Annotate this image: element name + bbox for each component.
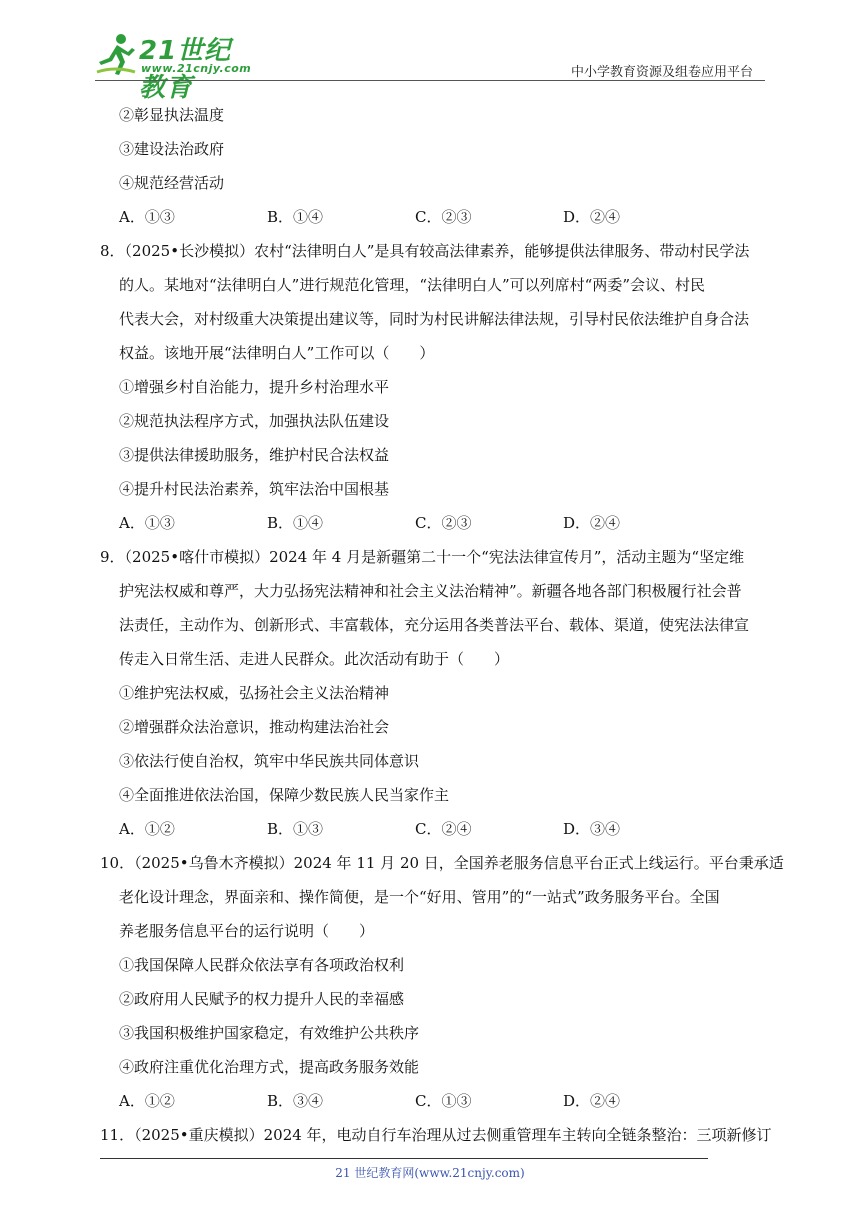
q8-answers xyxy=(100,506,770,540)
q9-stem: 9．（2025•喀什市模拟）2024 年 4 月是新疆第二十一个“宪法法律宣传月”，活动主题为“坚定维 xyxy=(100,548,745,566)
q10-answers xyxy=(100,1084,770,1118)
q9-option: ④全面推进依法治国，保障少数民族人民当家作主 xyxy=(119,786,450,804)
q9-option: ②增强群众法治意识，推动构建法治社会 xyxy=(119,718,390,736)
q10-stem: 10．（2025•乌鲁木齐模拟）2024 年 11 月 20 日，全国养老服务信息平台正式上线运行。平台秉承适 xyxy=(100,854,784,872)
answer-choice-b[interactable]: B．①④ xyxy=(267,514,324,532)
answer-choice-c[interactable]: C．①③ xyxy=(415,1092,472,1110)
answer-choice-c[interactable]: C．②③ xyxy=(415,514,472,532)
runner-logo-icon xyxy=(95,32,139,78)
q9-stem: 法责任，主动作为、创新形式、丰富载体，充分运用各类普法平台、载体、渠道，使宪法法律宣 xyxy=(119,616,750,634)
answer-choice-b[interactable]: B．③④ xyxy=(267,1092,324,1110)
answer-choice-d[interactable]: D．②④ xyxy=(563,208,621,226)
q7-answers xyxy=(100,200,770,234)
q8-stem: 的人。某地对“法律明白人”进行规范化管理，“法律明白人”可以列席村“两委”会议、村民 xyxy=(119,276,706,294)
q8-stem: 8．（2025•长沙模拟）农村“法律明白人”是具有较高法律素养，能够提供法律服务、带动村民学法 xyxy=(100,242,750,260)
answer-choice-a[interactable]: A．①② xyxy=(119,1092,175,1110)
q11-stem: 11．（2025•重庆模拟）2024 年，电动自行车治理从过去侧重管理车主转向全链条整治：三项新修订 xyxy=(100,1126,772,1144)
platform-title: 中小学教育资源及组卷应用平台 xyxy=(570,65,753,80)
answer-choice-c[interactable]: C．②④ xyxy=(415,820,472,838)
q9-stem: 传走入日常生活、走进人民群众。此次活动有助于（ ） xyxy=(119,650,510,668)
answer-choice-d[interactable]: D．③④ xyxy=(563,820,621,838)
q8-stem: 代表大会，对村级重大决策提出建议等，同时为村民讲解法律法规，引导村民依法维护自身合法 xyxy=(119,310,750,328)
q9-option: ①维护宪法权威，弘扬社会主义法治精神 xyxy=(119,684,390,702)
q7-option: ②彰显执法温度 xyxy=(119,106,225,124)
logo-url: www.21cnjy.com xyxy=(141,62,252,75)
answer-choice-a[interactable]: A．①② xyxy=(119,820,175,838)
page-header xyxy=(95,28,765,103)
answer-choice-d[interactable]: D．②④ xyxy=(563,514,621,532)
footer-divider xyxy=(100,1158,708,1159)
q10-option: ④政府注重优化治理方式，提高政务服务效能 xyxy=(119,1058,420,1076)
answer-choice-c[interactable]: C．②③ xyxy=(415,208,472,226)
answer-choice-b[interactable]: B．①③ xyxy=(267,820,324,838)
q8-stem: 权益。该地开展“法律明白人”工作可以（ ） xyxy=(119,344,435,362)
q8-option: ④提升村民法治素养，筑牢法治中国根基 xyxy=(119,480,390,498)
q7-option: ④规范经营活动 xyxy=(119,174,225,192)
q8-option: ②规范执法程序方式，加强执法队伍建设 xyxy=(119,412,390,430)
question-content xyxy=(100,98,784,1152)
q10-option: ③我国积极维护国家稳定，有效维护公共秩序 xyxy=(119,1024,420,1042)
footer-text[interactable]: 21 世纪教育网(www.21cnjy.com) xyxy=(335,1166,525,1180)
q8-option: ③提供法律援助服务，维护村民合法权益 xyxy=(119,446,390,464)
q8-option: ①增强乡村自治能力，提升乡村治理水平 xyxy=(119,378,390,396)
answer-choice-a[interactable]: A．①③ xyxy=(119,208,175,226)
answer-choice-a[interactable]: A．①③ xyxy=(119,514,175,532)
q9-answers xyxy=(100,812,770,846)
q7-option: ③建设法治政府 xyxy=(119,140,225,158)
q10-stem: 养老服务信息平台的运行说明（ ） xyxy=(119,922,375,940)
q10-option: ①我国保障人民群众依法享有各项政治权利 xyxy=(119,956,405,974)
q10-option: ②政府用人民赋予的权力提升人民的幸福感 xyxy=(119,990,405,1008)
q9-option: ③依法行使自治权，筑牢中华民族共同体意识 xyxy=(119,752,420,770)
answer-choice-b[interactable]: B．①④ xyxy=(267,208,324,226)
logo-text: 21世纪教育 xyxy=(139,36,232,103)
logo xyxy=(95,32,255,103)
answer-choice-d[interactable]: D．②④ xyxy=(563,1092,621,1110)
q10-stem: 老化设计理念，界面亲和、操作简便，是一个“好用、管用”的“一站式”政务服务平台。全国 xyxy=(119,888,720,906)
header-divider xyxy=(95,80,765,81)
q9-stem: 护宪法权威和尊严，大力弘扬宪法精神和社会主义法治精神”。新疆各地各部门积极履行社会普 xyxy=(119,582,742,600)
